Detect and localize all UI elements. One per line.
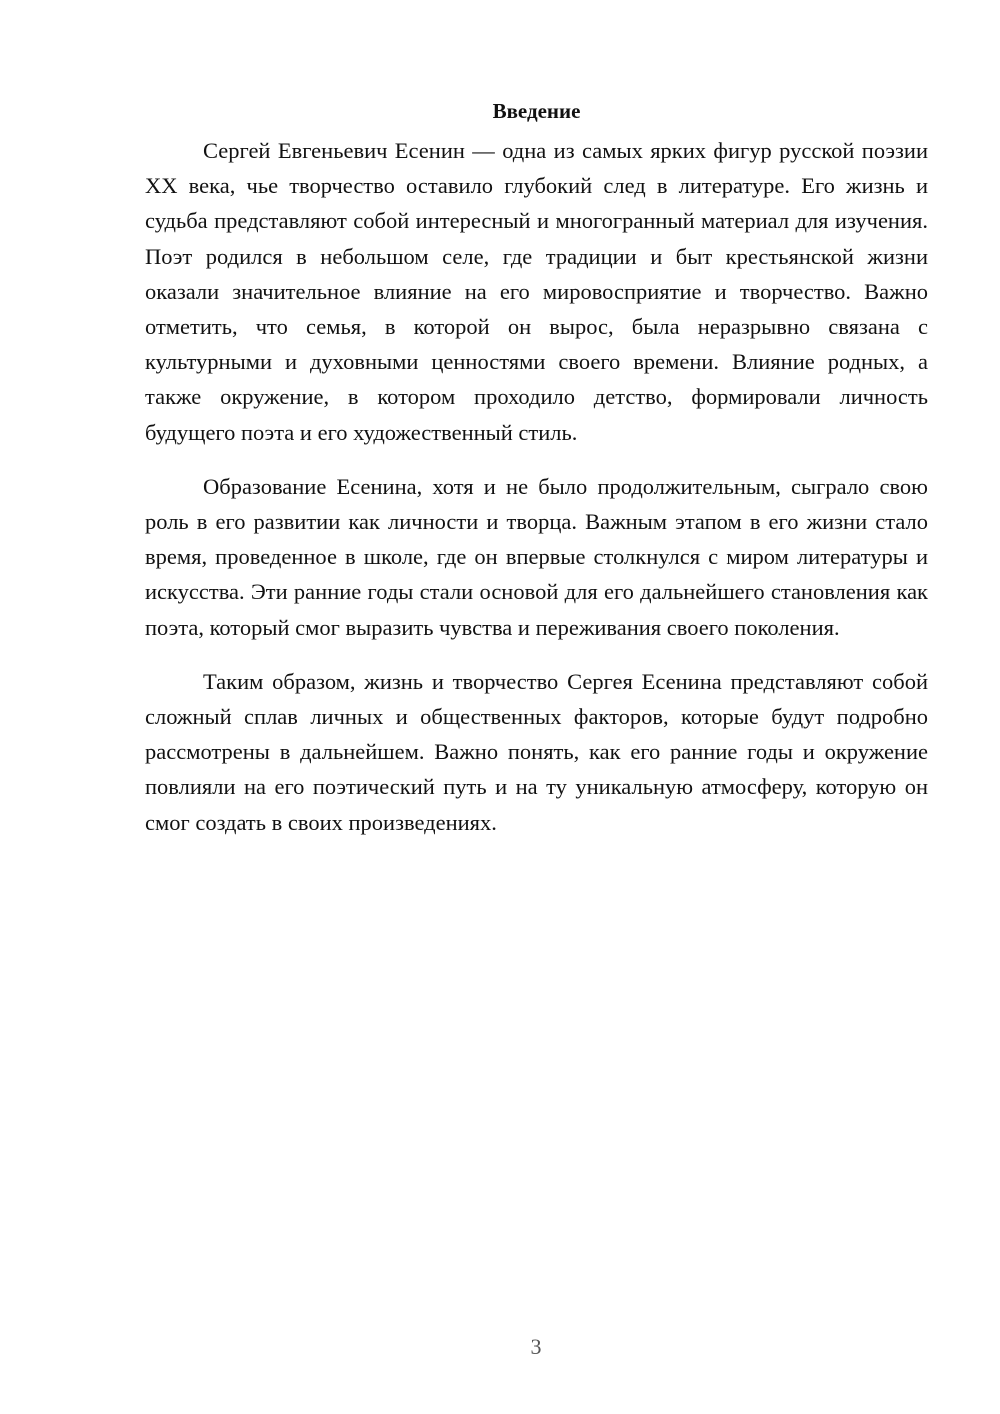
paragraph-3: Таким образом, жизнь и творчество Сергея Есенина представляют собой сложный сплав личных и общественных факторов, которые будут подробно рассмотрены в дальнейшем. Важно понять, как его ранние годы и окружение повлияли на его поэтический путь и на ту уникальную атмосферу, которую он смог создать в своих произведениях.	[145, 668, 928, 835]
paragraph-2: Образование Есенина, хотя и не было продолжительным, сыграло свою роль в его развитии как личности и творца. Важным этапом в его жизни стало время, проведенное в школе, где он впервые столкнулся с миром литературы и искусства. Эти ранние годы стали основой для его дальнейшего становления как поэта, который смог выразить чувства и переживания своего поколения.	[145, 473, 928, 640]
page-number: 3	[530, 1334, 542, 1359]
paragraph-1: Сергей Евгеньевич Есенин — одна из самых ярких фигур русской поэзии XX века, чье творчество оставило глубокий след в литературе. Его жизнь и судьба представляют собой интересный и многогранный материал для изучения. Поэт родился в небольшом селе, где традиции и быт крестьянской жизни оказали значительное влияние на его мировосприятие и творчество. Важно отметить, что семья, в которой он вырос, была неразрывно связана с культурными и духовными ценностями своего времени. Влияние родных, а также окружение, в котором проходило детство, формировали личность будущего поэта и его художественный стиль.	[145, 138, 928, 445]
page-content	[145, 97, 928, 859]
section-heading: Введение	[492, 99, 581, 123]
